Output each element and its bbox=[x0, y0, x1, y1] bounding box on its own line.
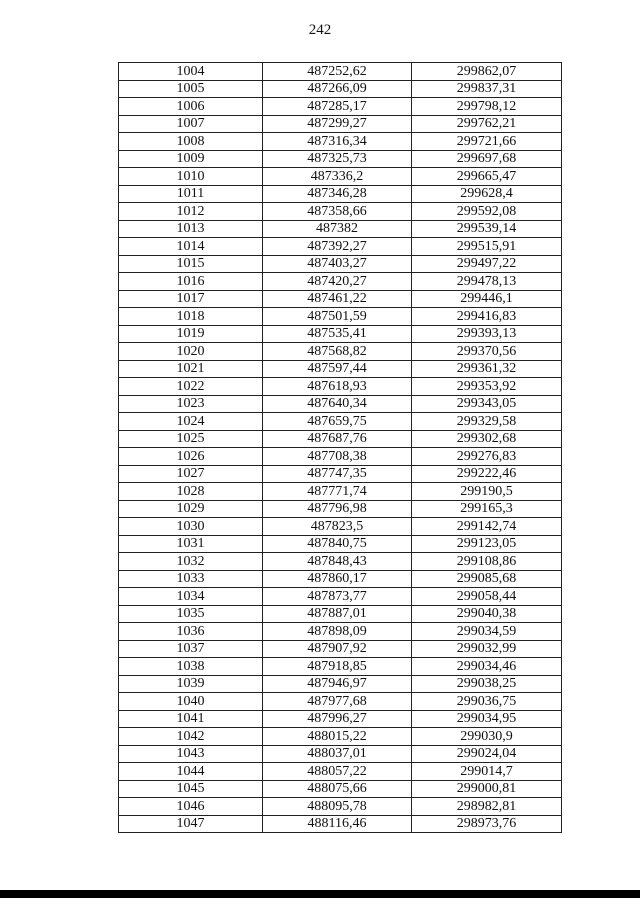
table-row bbox=[119, 465, 562, 483]
point-number-cell: 1032 bbox=[119, 553, 263, 571]
y-coordinate-cell: 299478,13 bbox=[412, 273, 562, 291]
y-coordinate-cell: 299370,56 bbox=[412, 343, 562, 361]
y-coordinate-cell: 299837,31 bbox=[412, 80, 562, 98]
point-number-cell: 1011 bbox=[119, 185, 263, 203]
x-coordinate-cell: 487325,73 bbox=[263, 150, 412, 168]
y-coordinate-cell: 299038,25 bbox=[412, 675, 562, 693]
point-number-cell: 1039 bbox=[119, 675, 263, 693]
x-coordinate-cell: 487568,82 bbox=[263, 343, 412, 361]
y-coordinate-cell: 299190,5 bbox=[412, 483, 562, 501]
y-coordinate-cell: 299539,14 bbox=[412, 220, 562, 238]
point-number-cell: 1012 bbox=[119, 203, 263, 221]
table-row bbox=[119, 168, 562, 186]
point-number-cell: 1028 bbox=[119, 483, 263, 501]
x-coordinate-cell: 487887,01 bbox=[263, 605, 412, 623]
x-coordinate-cell: 487659,75 bbox=[263, 413, 412, 431]
point-number-cell: 1018 bbox=[119, 308, 263, 326]
point-number-cell: 1010 bbox=[119, 168, 263, 186]
y-coordinate-cell: 299497,22 bbox=[412, 255, 562, 273]
y-coordinate-cell: 299123,05 bbox=[412, 535, 562, 553]
y-coordinate-cell: 299798,12 bbox=[412, 98, 562, 116]
x-coordinate-cell: 487501,59 bbox=[263, 308, 412, 326]
point-number-cell: 1017 bbox=[119, 290, 263, 308]
x-coordinate-cell: 487618,93 bbox=[263, 378, 412, 396]
x-coordinate-cell: 487848,43 bbox=[263, 553, 412, 571]
y-coordinate-cell: 299862,07 bbox=[412, 63, 562, 81]
y-coordinate-cell: 299058,44 bbox=[412, 588, 562, 606]
table-row bbox=[119, 378, 562, 396]
x-coordinate-cell: 487346,28 bbox=[263, 185, 412, 203]
table-row bbox=[119, 588, 562, 606]
table-row bbox=[119, 115, 562, 133]
point-number-cell: 1036 bbox=[119, 623, 263, 641]
y-coordinate-cell: 299361,32 bbox=[412, 360, 562, 378]
y-coordinate-cell: 299721,66 bbox=[412, 133, 562, 151]
y-coordinate-cell: 299142,74 bbox=[412, 518, 562, 536]
y-coordinate-cell: 299032,99 bbox=[412, 640, 562, 658]
point-number-cell: 1030 bbox=[119, 518, 263, 536]
y-coordinate-cell: 299276,83 bbox=[412, 448, 562, 466]
y-coordinate-cell: 299024,04 bbox=[412, 745, 562, 763]
page-number: 242 bbox=[308, 22, 332, 38]
point-number-cell: 1044 bbox=[119, 763, 263, 781]
table-row bbox=[119, 430, 562, 448]
table-row bbox=[119, 710, 562, 728]
point-number-cell: 1024 bbox=[119, 413, 263, 431]
point-number-cell: 1007 bbox=[119, 115, 263, 133]
x-coordinate-cell: 487996,27 bbox=[263, 710, 412, 728]
y-coordinate-cell: 299165,3 bbox=[412, 500, 562, 518]
point-number-cell: 1020 bbox=[119, 343, 263, 361]
x-coordinate-cell: 487535,41 bbox=[263, 325, 412, 343]
y-coordinate-cell: 299628,4 bbox=[412, 185, 562, 203]
table-row bbox=[119, 325, 562, 343]
point-number-cell: 1031 bbox=[119, 535, 263, 553]
table-row bbox=[119, 63, 562, 81]
x-coordinate-cell: 487266,09 bbox=[263, 80, 412, 98]
y-coordinate-cell: 299592,08 bbox=[412, 203, 562, 221]
point-number-cell: 1046 bbox=[119, 798, 263, 816]
table-row bbox=[119, 763, 562, 781]
x-coordinate-cell: 487840,75 bbox=[263, 535, 412, 553]
y-coordinate-cell: 299343,05 bbox=[412, 395, 562, 413]
y-coordinate-cell: 299329,58 bbox=[412, 413, 562, 431]
table-row bbox=[119, 815, 562, 833]
x-coordinate-cell: 488037,01 bbox=[263, 745, 412, 763]
x-coordinate-cell: 487771,74 bbox=[263, 483, 412, 501]
table-row bbox=[119, 185, 562, 203]
table-row bbox=[119, 693, 562, 711]
x-coordinate-cell: 487977,68 bbox=[263, 693, 412, 711]
x-coordinate-cell: 487747,35 bbox=[263, 465, 412, 483]
y-coordinate-cell: 299393,13 bbox=[412, 325, 562, 343]
table-row bbox=[119, 535, 562, 553]
y-coordinate-cell: 299034,46 bbox=[412, 658, 562, 676]
table-row bbox=[119, 500, 562, 518]
x-coordinate-cell: 488095,78 bbox=[263, 798, 412, 816]
point-number-cell: 1041 bbox=[119, 710, 263, 728]
table-row bbox=[119, 518, 562, 536]
point-number-cell: 1035 bbox=[119, 605, 263, 623]
table-row bbox=[119, 623, 562, 641]
coordinates-table bbox=[118, 62, 562, 833]
table-row bbox=[119, 308, 562, 326]
point-number-cell: 1019 bbox=[119, 325, 263, 343]
y-coordinate-cell: 299000,81 bbox=[412, 780, 562, 798]
table-row bbox=[119, 448, 562, 466]
y-coordinate-cell: 298973,76 bbox=[412, 815, 562, 833]
x-coordinate-cell: 488075,66 bbox=[263, 780, 412, 798]
point-number-cell: 1013 bbox=[119, 220, 263, 238]
y-coordinate-cell: 299222,46 bbox=[412, 465, 562, 483]
table-row bbox=[119, 605, 562, 623]
x-coordinate-cell: 487796,98 bbox=[263, 500, 412, 518]
point-number-cell: 1021 bbox=[119, 360, 263, 378]
point-number-cell: 1026 bbox=[119, 448, 263, 466]
point-number-cell: 1004 bbox=[119, 63, 263, 81]
table-row bbox=[119, 150, 562, 168]
x-coordinate-cell: 487898,09 bbox=[263, 623, 412, 641]
point-number-cell: 1045 bbox=[119, 780, 263, 798]
table-row bbox=[119, 203, 562, 221]
table-row bbox=[119, 745, 562, 763]
table-row bbox=[119, 98, 562, 116]
y-coordinate-cell: 299446,1 bbox=[412, 290, 562, 308]
point-number-cell: 1043 bbox=[119, 745, 263, 763]
x-coordinate-cell: 487403,27 bbox=[263, 255, 412, 273]
x-coordinate-cell: 487382 bbox=[263, 220, 412, 238]
table-row bbox=[119, 658, 562, 676]
point-number-cell: 1009 bbox=[119, 150, 263, 168]
x-coordinate-cell: 487252,62 bbox=[263, 63, 412, 81]
table-row bbox=[119, 640, 562, 658]
y-coordinate-cell: 299697,68 bbox=[412, 150, 562, 168]
table-row bbox=[119, 290, 562, 308]
y-coordinate-cell: 299034,59 bbox=[412, 623, 562, 641]
point-number-cell: 1025 bbox=[119, 430, 263, 448]
y-coordinate-cell: 299416,83 bbox=[412, 308, 562, 326]
x-coordinate-cell: 487299,27 bbox=[263, 115, 412, 133]
table-row bbox=[119, 413, 562, 431]
point-number-cell: 1016 bbox=[119, 273, 263, 291]
x-coordinate-cell: 487873,77 bbox=[263, 588, 412, 606]
y-coordinate-cell: 299036,75 bbox=[412, 693, 562, 711]
point-number-cell: 1014 bbox=[119, 238, 263, 256]
point-number-cell: 1038 bbox=[119, 658, 263, 676]
x-coordinate-cell: 487336,2 bbox=[263, 168, 412, 186]
x-coordinate-cell: 487946,97 bbox=[263, 675, 412, 693]
point-number-cell: 1047 bbox=[119, 815, 263, 833]
x-coordinate-cell: 487687,76 bbox=[263, 430, 412, 448]
y-coordinate-cell: 299665,47 bbox=[412, 168, 562, 186]
y-coordinate-cell: 299014,7 bbox=[412, 763, 562, 781]
point-number-cell: 1027 bbox=[119, 465, 263, 483]
point-number-cell: 1008 bbox=[119, 133, 263, 151]
x-coordinate-cell: 487823,5 bbox=[263, 518, 412, 536]
page-bottom-edge bbox=[0, 890, 640, 898]
table-row bbox=[119, 798, 562, 816]
table-row bbox=[119, 133, 562, 151]
x-coordinate-cell: 487420,27 bbox=[263, 273, 412, 291]
x-coordinate-cell: 487860,17 bbox=[263, 570, 412, 588]
x-coordinate-cell: 487285,17 bbox=[263, 98, 412, 116]
point-number-cell: 1006 bbox=[119, 98, 263, 116]
y-coordinate-cell: 299302,68 bbox=[412, 430, 562, 448]
y-coordinate-cell: 299762,21 bbox=[412, 115, 562, 133]
point-number-cell: 1023 bbox=[119, 395, 263, 413]
x-coordinate-cell: 487918,85 bbox=[263, 658, 412, 676]
table-row bbox=[119, 483, 562, 501]
x-coordinate-cell: 488116,46 bbox=[263, 815, 412, 833]
table-row bbox=[119, 273, 562, 291]
x-coordinate-cell: 487392,27 bbox=[263, 238, 412, 256]
table-row bbox=[119, 675, 562, 693]
x-coordinate-cell: 487640,34 bbox=[263, 395, 412, 413]
coordinates-table-body bbox=[119, 63, 562, 833]
x-coordinate-cell: 487316,34 bbox=[263, 133, 412, 151]
point-number-cell: 1040 bbox=[119, 693, 263, 711]
table-row bbox=[119, 570, 562, 588]
table-row bbox=[119, 255, 562, 273]
table-row bbox=[119, 360, 562, 378]
y-coordinate-cell: 299034,95 bbox=[412, 710, 562, 728]
y-coordinate-cell: 299515,91 bbox=[412, 238, 562, 256]
x-coordinate-cell: 487461,22 bbox=[263, 290, 412, 308]
x-coordinate-cell: 487358,66 bbox=[263, 203, 412, 221]
point-number-cell: 1042 bbox=[119, 728, 263, 746]
table-row bbox=[119, 553, 562, 571]
point-number-cell: 1029 bbox=[119, 500, 263, 518]
y-coordinate-cell: 299108,86 bbox=[412, 553, 562, 571]
table-row bbox=[119, 343, 562, 361]
point-number-cell: 1034 bbox=[119, 588, 263, 606]
x-coordinate-cell: 487597,44 bbox=[263, 360, 412, 378]
point-number-cell: 1005 bbox=[119, 80, 263, 98]
x-coordinate-cell: 487708,38 bbox=[263, 448, 412, 466]
table-row bbox=[119, 220, 562, 238]
y-coordinate-cell: 299030,9 bbox=[412, 728, 562, 746]
y-coordinate-cell: 299085,68 bbox=[412, 570, 562, 588]
x-coordinate-cell: 487907,92 bbox=[263, 640, 412, 658]
point-number-cell: 1022 bbox=[119, 378, 263, 396]
table-row bbox=[119, 238, 562, 256]
table-row bbox=[119, 395, 562, 413]
x-coordinate-cell: 488057,22 bbox=[263, 763, 412, 781]
table-row bbox=[119, 780, 562, 798]
x-coordinate-cell: 488015,22 bbox=[263, 728, 412, 746]
point-number-cell: 1037 bbox=[119, 640, 263, 658]
y-coordinate-cell: 298982,81 bbox=[412, 798, 562, 816]
table-row bbox=[119, 728, 562, 746]
point-number-cell: 1033 bbox=[119, 570, 263, 588]
y-coordinate-cell: 299040,38 bbox=[412, 605, 562, 623]
y-coordinate-cell: 299353,92 bbox=[412, 378, 562, 396]
table-row bbox=[119, 80, 562, 98]
point-number-cell: 1015 bbox=[119, 255, 263, 273]
